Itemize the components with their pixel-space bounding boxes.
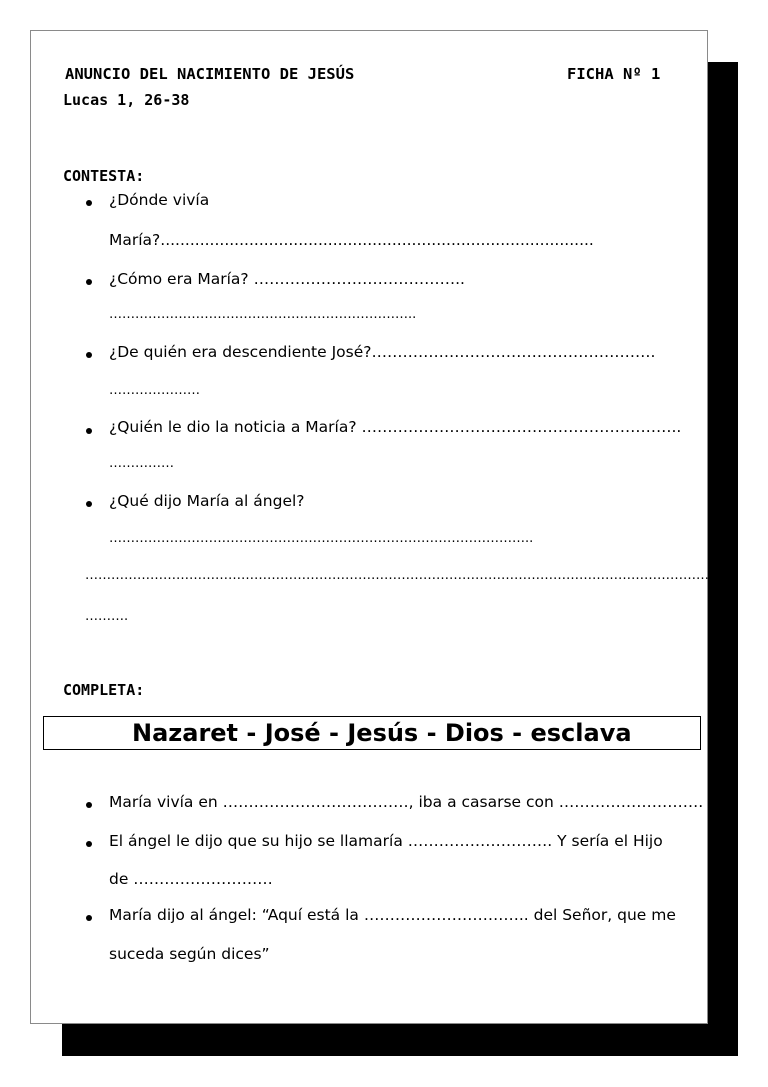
question-2-line-1: ¿Cómo era María? ………………………………….. — [109, 270, 465, 288]
completa-heading: COMPLETA: — [63, 681, 145, 699]
question-4-line-2: …………… — [109, 456, 174, 471]
bullet-icon — [86, 352, 92, 358]
sentence-3-line-1: María dijo al ángel: “Aquí está la ………………………….. del Señor, que me — [109, 906, 676, 924]
question-5-line-2: …………………………………………………………………………………….. — [109, 531, 534, 546]
ficha-number: FICHA Nº 1 — [567, 65, 661, 83]
sentence-2-line-1: El ángel le dijo que su hijo se llamaría ………………………. Y sería el Hijo — [109, 832, 663, 850]
contesta-heading: CONTESTA: — [63, 167, 145, 185]
question-1-line-2: María?........................................................................................ — [109, 231, 594, 249]
bullet-icon — [86, 501, 92, 507]
bullet-icon — [86, 200, 92, 206]
question-3-line-1: ¿De quién era descendiente José?………………………………………………. — [109, 343, 656, 361]
sentence-3-line-2: suceda según dices” — [109, 945, 270, 963]
word-bank: Nazaret - José - Jesús - Dios - esclava — [132, 719, 632, 747]
bullet-icon — [86, 841, 92, 847]
question-1-line-1: ¿Dónde vivía — [109, 191, 210, 209]
question-5-line-1: ¿Qué dijo María al ángel? — [109, 492, 305, 510]
bible-reference: Lucas 1, 26-38 — [63, 91, 190, 109]
question-4-line-1: ¿Quién le dio la noticia a María? …………………………………………………….. — [109, 418, 682, 436]
sentence-2-line-2: de ……………………… — [109, 870, 273, 888]
page-shadow-bottom — [62, 1024, 738, 1056]
bullet-icon — [86, 428, 92, 434]
bullet-icon — [86, 279, 92, 285]
question-2-line-2: …………………………………………………………….. — [109, 307, 417, 322]
page-shadow-right — [708, 62, 738, 1056]
sentence-1: María vivía en ………………………………, iba a casarse con ………………………. — [109, 793, 704, 811]
worksheet-page — [30, 30, 722, 1024]
bullet-icon — [86, 802, 92, 808]
bullet-icon — [86, 915, 92, 921]
worksheet-title: ANUNCIO DEL NACIMIENTO DE JESÚS — [65, 65, 355, 83]
answer-line-2: ………. — [85, 609, 129, 624]
answer-line-1: ………………………………………………………………………………………………………………………………… — [85, 568, 722, 583]
word-bank-box — [43, 716, 701, 750]
question-3-line-2: ………………… — [109, 383, 200, 398]
